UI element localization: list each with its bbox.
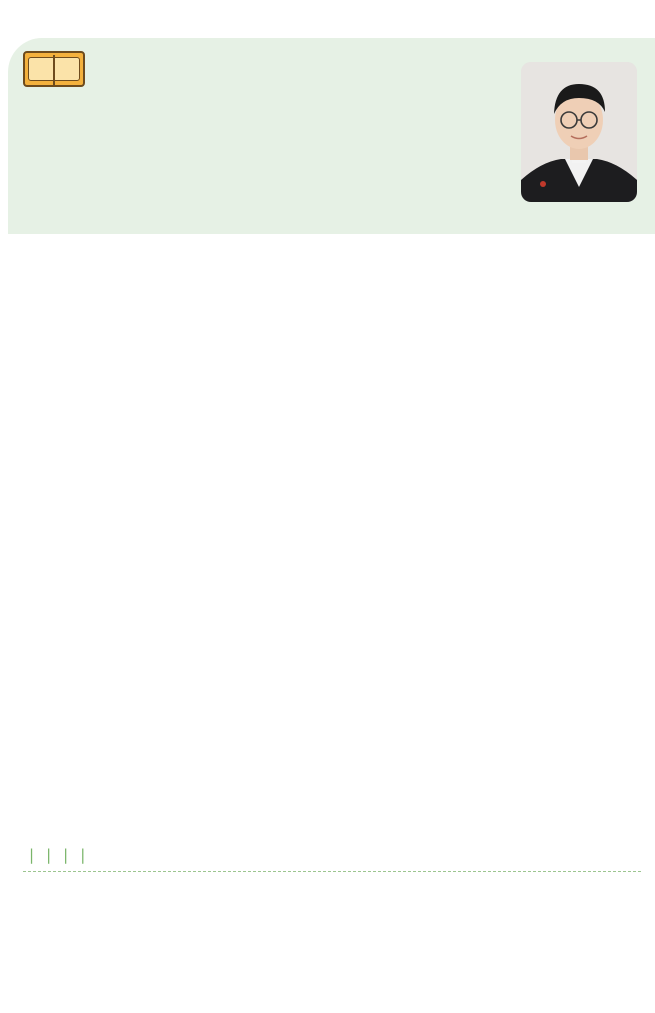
hymn-divider [23, 871, 641, 872]
section-label-left [28, 57, 54, 81]
hymn-header: | | | | [29, 846, 86, 864]
section-label-right [54, 57, 80, 81]
footer [24, 963, 32, 977]
music-score [23, 874, 641, 954]
author-photo [521, 62, 637, 202]
handwritten-note-area [210, 392, 450, 532]
section-label-book-icon [23, 51, 85, 87]
